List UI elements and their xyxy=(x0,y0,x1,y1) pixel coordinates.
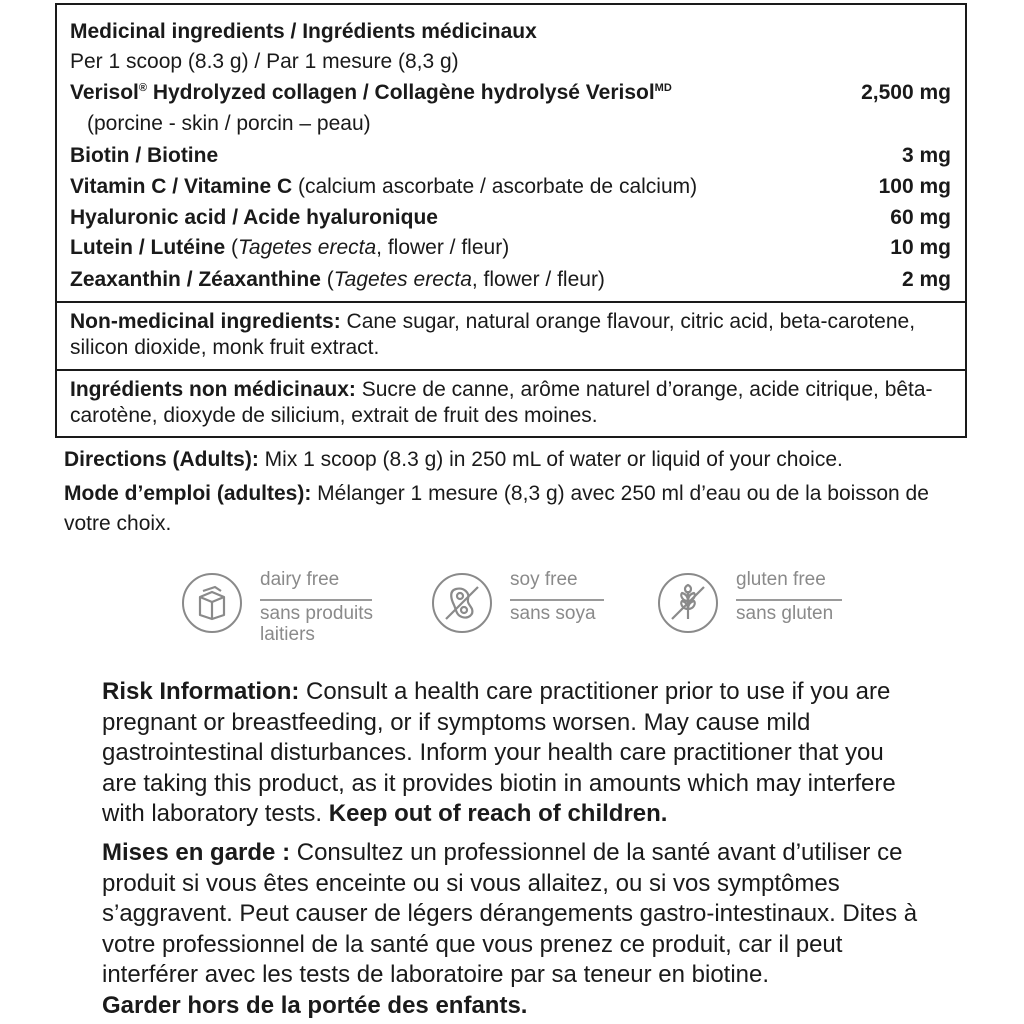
ingredient-detail: , flower / fleur) xyxy=(376,236,510,259)
ingredient-name: Lutein / Lutéine xyxy=(70,236,226,259)
ingredient-name: Verisol xyxy=(70,81,139,104)
badge-fr-line2: laitiers xyxy=(260,624,315,645)
risk-en-label: Risk Information: xyxy=(102,678,300,705)
badge-fr-line1: sans soya xyxy=(510,603,596,624)
milk-carton-icon xyxy=(182,573,242,633)
ingredient-row-biotin xyxy=(70,141,951,171)
ingredient-row-hyaluronic xyxy=(70,203,951,233)
ingredient-amount: 10 mg xyxy=(890,236,951,259)
per-serving xyxy=(70,47,951,77)
badge-divider xyxy=(260,599,372,601)
ingredient-row-collagen xyxy=(70,78,951,108)
md-mark: MD xyxy=(654,82,672,94)
ingredient-name: Hyaluronic acid / Acide hyaluronique xyxy=(70,206,438,229)
non-medicinal-fr-label: Ingrédients non médicinaux: xyxy=(70,378,356,401)
ingredient-row-lutein xyxy=(70,233,951,263)
non-medicinal-fr-list: Sucre de canne, arôme naturel d’orange, acide citrique, bêta-carotène, dioxyde de silicium, extrait de fruit des moines. xyxy=(70,378,933,427)
ingredient-amount: 3 mg xyxy=(901,144,951,167)
registered-mark: ® xyxy=(138,82,147,94)
risk-fr-label: Mises en garde : xyxy=(102,839,291,866)
risk-en-warning: Keep out of reach of children. xyxy=(328,800,668,827)
ingredient-detail: (calcium ascorbate / ascorbate de calcium) xyxy=(292,175,698,198)
badge-fr-label xyxy=(736,603,833,624)
detail-open: ( xyxy=(225,236,238,259)
directions-en xyxy=(64,445,964,475)
directions-fr-text: Mélanger 1 mesure (8,3 g) avec 250 ml d’eau ou de la boisson de votre choix. xyxy=(64,482,929,535)
badge-divider xyxy=(510,599,604,601)
non-medicinal-list: Cane sugar, natural orange flavour, citric acid, beta-carotene, silicon dioxide, monk fruit extract. xyxy=(70,310,916,359)
non-medicinal-fr-text xyxy=(70,377,951,429)
ingredient-amount: 2 mg xyxy=(901,268,951,291)
ingredient-row-zeaxanthin xyxy=(70,265,951,295)
directions-fr-label: Mode d’emploi (adultes): xyxy=(64,482,312,505)
risk-information-fr xyxy=(102,838,922,1021)
species-name: Tagetes erecta xyxy=(333,268,472,291)
medicinal-header-text: Medicinal ingredients / Ingrédients médicinaux xyxy=(70,20,537,43)
ingredient-subline xyxy=(87,109,951,139)
soybean-icon xyxy=(432,573,492,633)
ingredient-row-vitamin-c xyxy=(70,172,951,202)
directions-en-label: Directions (Adults): xyxy=(64,448,259,471)
badge-fr-label xyxy=(510,603,596,624)
badge-gluten-free xyxy=(658,566,858,646)
medicinal-header xyxy=(70,17,951,47)
ingredient-amount: 60 mg xyxy=(890,206,951,229)
ingredient-name: Vitamin C / Vitamine C xyxy=(70,175,293,198)
non-medicinal-fr-section xyxy=(57,371,965,436)
directions-fr xyxy=(64,479,964,539)
badge-fr-label xyxy=(260,603,373,645)
non-medicinal-label: Non-medicinal ingredients: xyxy=(70,310,341,333)
ingredient-name: Zeaxanthin / Zéaxanthine xyxy=(70,268,321,291)
risk-fr-text: Consultez un professionnel de la santé avant d’utiliser ce produit si vous êtes enceinte ou si vous allaitez, ou si vos symptômes s’aggravent. Peut causer de légers dérangements gastro-intestinaux. Dites à votre professionnel de la santé que vous prenez ce produit, car il peut interférer avec les tests de laboratoire par sa teneur en biotine. xyxy=(102,839,918,988)
ingredient-name: Biotin / Biotine xyxy=(70,144,219,167)
ingredient-source: (porcine - skin / porcin – peau) xyxy=(87,112,371,135)
wheat-icon xyxy=(658,573,718,633)
badge-fr-line1: sans produits xyxy=(260,603,374,624)
badge-en-label: soy free xyxy=(510,569,578,590)
risk-en-text: Consult a health care practitioner prior to use if you are pregnant or breastfeeding, or if symptoms worsen. May cause mild gastrointestinal disturbances. Inform your health care practitioner that you are taking this product, as it provides biotin in amounts which may interfere with laboratory tests. xyxy=(102,678,896,827)
badge-soy-free xyxy=(432,566,632,646)
species-name: Tagetes erecta xyxy=(238,236,377,259)
ingredients-panel xyxy=(55,3,967,438)
non-medicinal-section xyxy=(57,301,965,371)
badge-dairy-free xyxy=(182,566,402,646)
badge-en-label: dairy free xyxy=(260,569,340,590)
badge-divider xyxy=(736,599,842,601)
ingredient-name-rest: Hydrolyzed collagen / Collagène hydrolysé Verisol xyxy=(147,81,655,104)
ingredient-amount: 2,500 mg xyxy=(861,81,951,104)
risk-fr-warning: Garder hors de la portée des enfants. xyxy=(102,991,528,1019)
ingredient-amount: 100 mg xyxy=(878,175,951,198)
per-serving-text: Per 1 scoop (8.3 g) / Par 1 mesure (8,3 g) xyxy=(70,50,459,73)
badge-en-label: gluten free xyxy=(736,569,826,590)
badge-fr-line1: sans gluten xyxy=(736,603,834,624)
ingredient-detail: , flower / fleur) xyxy=(471,268,605,291)
medicinal-ingredients-section xyxy=(57,5,965,303)
risk-information-en xyxy=(102,677,922,830)
directions-en-text: Mix 1 scoop (8.3 g) in 250 mL of water or liquid of your choice. xyxy=(258,448,843,471)
detail-open: ( xyxy=(320,268,334,291)
non-medicinal-text xyxy=(70,309,951,361)
